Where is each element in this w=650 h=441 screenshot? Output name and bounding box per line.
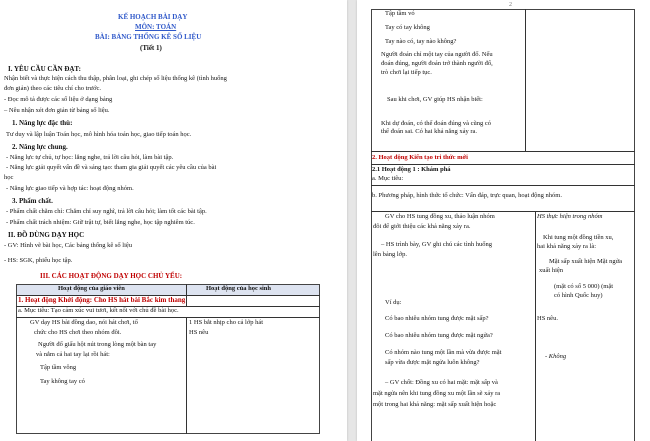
question: Có bao nhiêu nhóm tung được mặt sấp? bbox=[385, 315, 489, 322]
paragraph: – Nêu nhận xét đơn giản từ bảng số liệu. bbox=[4, 107, 110, 114]
rhyme-line: Tay không tay có bbox=[40, 378, 85, 385]
rhyme-line: Tay có tay không bbox=[385, 24, 430, 31]
activity-knowledge-title: 2. Hoạt động Kiến tạo tri thức mới bbox=[372, 154, 468, 161]
heading-qualities: 3. Phẩm chất. bbox=[12, 197, 53, 205]
student-step: xuất hiện bbox=[539, 267, 564, 274]
paragraph: - Phẩm chất trách nhiệm: Giữ trật tự, biết lắng nghe, học tập nghiêm túc. bbox=[6, 219, 195, 226]
activity-method: b. Phương pháp, hình thức tổ chức: Vấn đáp, trực quan, hoạt động nhóm. bbox=[372, 192, 562, 199]
paragraph: đơn giản) theo các tiêu chí cho trước. bbox=[4, 85, 102, 92]
column-header-student: Hoạt động của học sinh bbox=[206, 285, 272, 292]
paragraph: - HS: SGK, phiếu học tập. bbox=[4, 257, 73, 264]
teacher-conclusion: – GV chốt: Đồng xu có hai mặt: mặt sấp và bbox=[385, 379, 498, 386]
heading-specific-competence: 1. Năng lực đặc thù: bbox=[12, 119, 73, 127]
teacher-step: GV cho HS tung đồng xu, thảo luận nhóm bbox=[385, 213, 495, 220]
student-step: Khi tung một đồng tiền xu, bbox=[543, 234, 614, 241]
paragraph: - Phẩm chất chăm chỉ: Chăm chỉ suy nghĩ, trả lời câu hỏi; làm tốt các bài tập. bbox=[6, 208, 207, 215]
column-header-teacher: Hoạt động của giáo viên bbox=[58, 285, 125, 292]
student-step: HS nêu. bbox=[537, 315, 558, 322]
activity-explore-title: 2.1 Hoạt động 1 : Khám phá bbox=[372, 166, 451, 173]
lesson-period: (Tiết 1) bbox=[140, 44, 162, 52]
teacher-step: và nắm cả hai tay lại rồi hát: bbox=[36, 351, 110, 358]
question: sấp vừa được mặt ngửa luôn không? bbox=[385, 359, 480, 366]
teacher-step: đôi để giới thiệu các khả năng xảy ra. bbox=[373, 223, 471, 230]
teacher-step: thể đoán sai. Có hai khả năng xảy ra. bbox=[381, 128, 478, 135]
rhyme-line: Tập tầm vó bbox=[385, 10, 415, 17]
paragraph: - Năng lực giải quyết vấn đề và sáng tạo: tham gia giải quyết các yêu cầu của bài bbox=[6, 164, 217, 171]
paragraph: - Năng lực tự chủ, tự học: lắng nghe, trả lời câu hỏi, làm bài tập. bbox=[6, 154, 174, 161]
plan-title: KẾ HOẠCH BÀI DẠY bbox=[118, 13, 188, 21]
lesson-title: BÀI: BẢNG THỐNG KÊ SỐ LIỆU bbox=[95, 33, 202, 41]
subject-label: MÔN: TOÁN bbox=[135, 23, 177, 31]
teacher-conclusion: mặt ngửa nên khi tung đồng xu một lần sẽ xảy ra bbox=[373, 390, 501, 397]
paragraph: - GV: Hình vẽ bài học, Các bảng thống kê số liệu bbox=[4, 242, 133, 249]
teacher-step: – HS trình bày, GV ghi chú các tình huống bbox=[381, 241, 493, 248]
teacher-step: Người đoán chỉ một tay của người đố. Nếu bbox=[381, 51, 493, 58]
activity-goal: a. Mục tiêu: Tạo cảm xúc vui tươi, kết nối với chủ đề bài học. bbox=[18, 307, 179, 314]
paragraph: học bbox=[4, 174, 14, 181]
student-step: - Không bbox=[545, 353, 567, 360]
question: Có bao nhiêu nhóm tung được mặt ngửa? bbox=[385, 332, 493, 339]
teacher-step: đoán đúng, người đoán trở thành người đố, bbox=[381, 60, 493, 67]
teacher-step: lên bảng lớp. bbox=[373, 251, 407, 258]
student-step: có hình Quốc huy) bbox=[554, 292, 603, 299]
rhyme-line: Tay nào có, tay nào không? bbox=[385, 38, 457, 45]
section-materials: II. ĐỒ DÙNG DẠY HỌC bbox=[8, 231, 85, 239]
heading-general-competence: 2. Năng lực chung. bbox=[12, 143, 68, 151]
section-requirements: I. YÊU CẦU CẦN ĐẠT: bbox=[8, 65, 81, 73]
activity-table bbox=[16, 284, 320, 434]
activity-warmup-title: 1. Hoạt động Khởi động: Cho HS hát bài Bắc kim thang bbox=[18, 296, 186, 304]
teacher-step: trò chơi lại tiếp tục. bbox=[381, 69, 432, 76]
section-activities: III. CÁC HOẠT ĐỘNG DẠY HỌC CHỦ YẾU: bbox=[40, 272, 183, 280]
paragraph: - Đọc mô tả được các số liệu ở dạng bảng bbox=[4, 96, 113, 103]
page-number: 2 bbox=[509, 2, 512, 8]
teacher-conclusion: một trong hai khả năng: mặt sấp xuất hiện hoặc bbox=[373, 401, 497, 408]
activity-table-continued bbox=[371, 9, 635, 441]
student-step: HS nêu bbox=[189, 329, 209, 336]
activity-goal: a. Mục tiêu: bbox=[372, 175, 404, 182]
rhyme-line: Tập tầm vông bbox=[40, 364, 77, 371]
paragraph: - Năng lực giao tiếp và hợp tác: hoạt động nhóm. bbox=[6, 185, 134, 192]
example-label: Ví dụ: bbox=[385, 299, 402, 306]
teacher-step: Sau khi chơi, GV giúp HS nhận biết: bbox=[387, 96, 483, 103]
paragraph: Tư duy và lập luận Toán học, mô hình hóa toán học, giao tiếp toán học. bbox=[6, 131, 192, 138]
teacher-step: chức cho HS chơi theo nhóm đôi. bbox=[34, 329, 122, 336]
paragraph: Nhận biết và thực hiện cách thu thập, phân loại, ghi chép số liệu thống kê (tình huống bbox=[4, 75, 227, 82]
teacher-step: Người đố giấu hột nút trong lòng một bàn tay bbox=[38, 341, 157, 348]
student-step: hai khả năng xảy ra là: bbox=[537, 243, 597, 250]
document-page-2 bbox=[357, 0, 650, 441]
student-step: (mặt có số 5 000) (mặt bbox=[554, 283, 614, 290]
student-step: HS thực hiện trong nhóm bbox=[537, 213, 603, 220]
teacher-step: Khi dự đoán, có thể đoán đúng và cũng có bbox=[381, 120, 492, 127]
student-step: Mặt sấp xuất hiện Mặt ngửa bbox=[549, 258, 623, 265]
teacher-step: GV dạy HS bài đồng dao, nói hát chơi, tổ bbox=[30, 319, 138, 326]
student-step: 1 HS bắt nhịp cho cả lớp hát bbox=[189, 319, 264, 326]
question: Có nhóm nào tung một lần mà vừa được mặt bbox=[385, 349, 502, 356]
